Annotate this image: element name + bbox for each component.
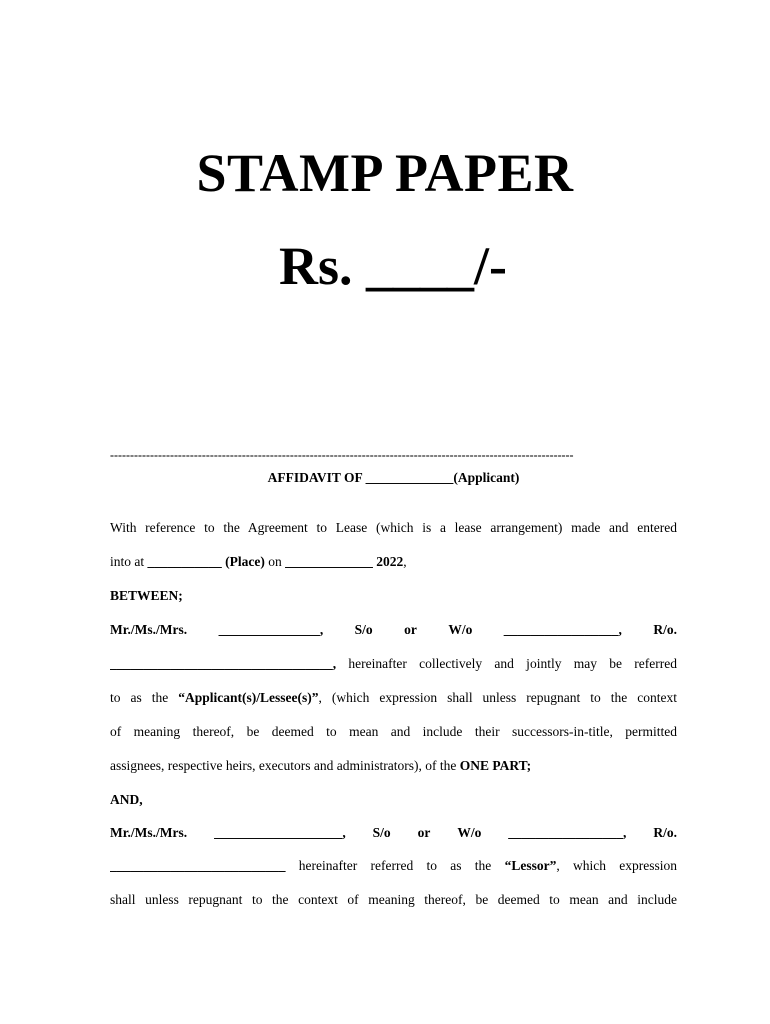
- text-fragment: to as the: [110, 690, 179, 705]
- stamp-amount: Rs. ____/-: [279, 236, 507, 296]
- dashed-divider: --------------------------------------------------------------------------------------------------------------------: [110, 448, 574, 462]
- party1-name-blank: _______________,: [218, 622, 324, 637]
- place-label: (Place): [221, 554, 265, 569]
- party2-ro: R/o.: [653, 825, 677, 840]
- party1-wo: W/o: [448, 622, 473, 637]
- party1-row: [110, 620, 677, 640]
- party1-relation-blank: _________________,: [503, 622, 622, 637]
- place-blank: ___________: [147, 554, 222, 569]
- party2-relation-blank: _________________,: [508, 825, 627, 840]
- page-title: STAMP PAPER: [196, 143, 574, 203]
- text-fragment: on: [264, 554, 286, 569]
- text-fragment: , which expression: [556, 858, 677, 873]
- party1-title: Mr./Ms./Mrs.: [110, 622, 188, 637]
- text-fragment: assignees, respective heirs, executors and administrators), of the: [110, 758, 460, 773]
- party1-or: or: [404, 622, 417, 637]
- date-blank: _____________: [285, 554, 373, 569]
- text-fragment: ,: [403, 554, 407, 569]
- paragraph-line: [110, 856, 677, 876]
- party2-wo: W/o: [457, 825, 482, 840]
- text-fragment: into at: [110, 554, 148, 569]
- lessor-term: “Lessor”: [504, 858, 557, 873]
- party2-title: Mr./Ms./Mrs.: [110, 825, 188, 840]
- paragraph-line: [110, 688, 677, 708]
- party2-or: or: [417, 825, 431, 840]
- affidavit-heading: [110, 468, 677, 488]
- between-heading: BETWEEN;: [110, 588, 183, 603]
- applicant-label: (Applicant): [453, 470, 520, 485]
- affidavit-heading-prefix: AFFIDAVIT OF: [267, 470, 366, 485]
- applicant-name-blank: _____________: [365, 470, 454, 485]
- and-heading: AND,: [110, 792, 143, 807]
- party1-so: S/o: [354, 622, 373, 637]
- paragraph-line: [110, 756, 677, 776]
- party2-so: S/o: [372, 825, 391, 840]
- paragraph-line: [110, 654, 677, 674]
- paragraph-line: With reference to the Agreement to Lease (which is a lease arrangement) made and entered: [110, 520, 677, 535]
- year-label: 2022: [372, 554, 404, 569]
- party1-address-blank: _________________________________,: [110, 656, 337, 671]
- party2-name-blank: ___________________,: [214, 825, 346, 840]
- party2-address-blank: __________________________: [110, 858, 286, 873]
- paragraph-line: of meaning thereof, be deemed to mean and include their successors-in-title, permitted: [110, 724, 677, 739]
- party2-row: [110, 823, 677, 843]
- paragraph-line: [110, 552, 677, 572]
- text-fragment: hereinafter collectively and jointly may be referred: [336, 656, 677, 671]
- party1-ro: R/o.: [653, 622, 677, 637]
- paragraph-line: shall unless repugnant to the context of meaning thereof, be deemed to mean and include: [110, 892, 677, 907]
- applicant-lessee-term: “Applicant(s)/Lessee(s)”: [178, 690, 319, 705]
- text-fragment: , (which expression shall unless repugnant to the context: [318, 690, 677, 705]
- one-part-term: ONE PART;: [459, 758, 532, 773]
- text-fragment: hereinafter referred to as the: [285, 858, 505, 873]
